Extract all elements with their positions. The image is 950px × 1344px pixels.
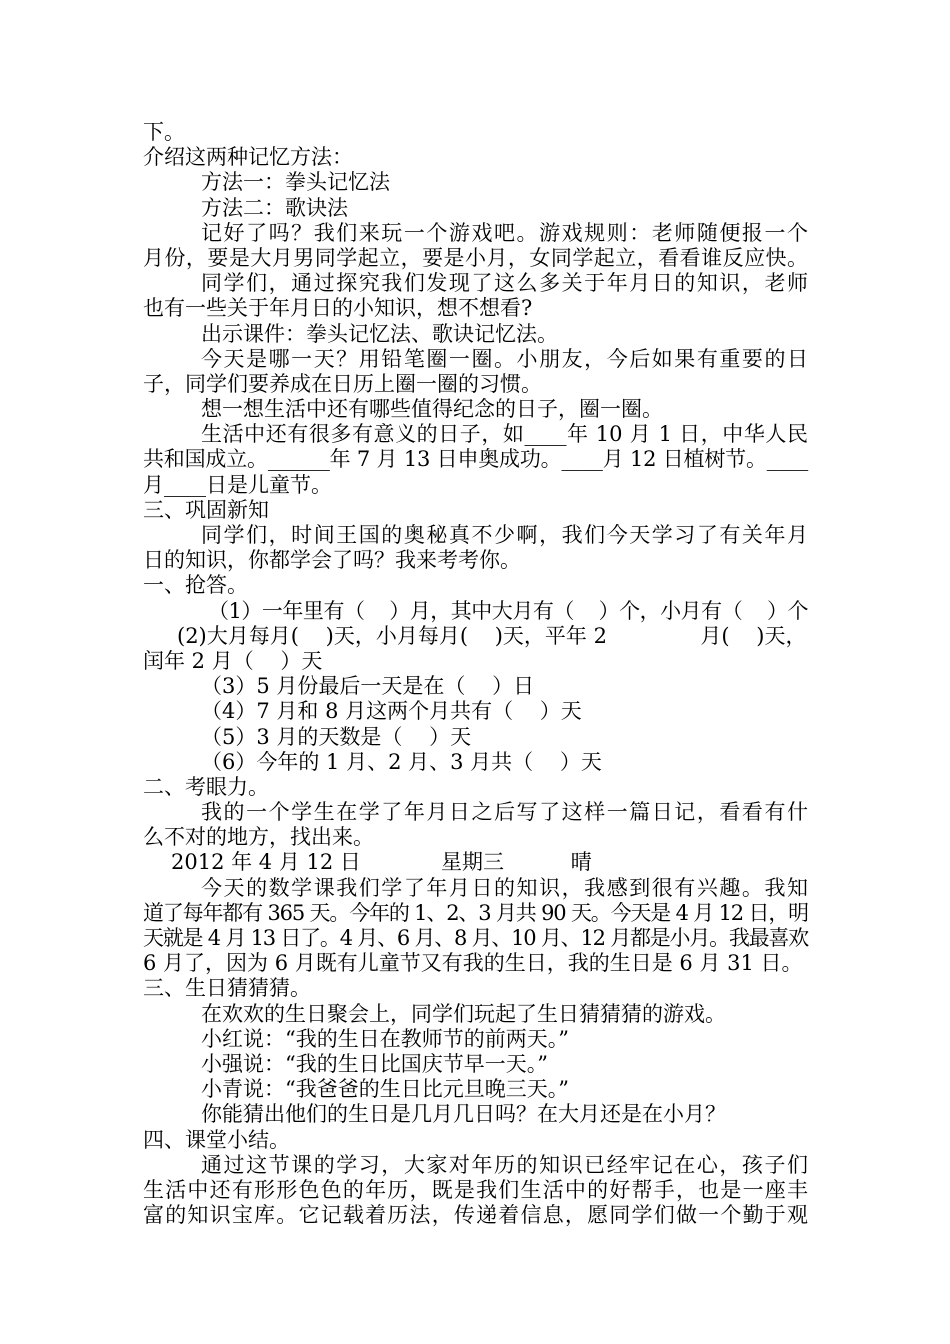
section-heading: 三、生日猜猜猜。: [143, 976, 311, 1001]
question-line: 闰年 2 月（ ）天: [143, 648, 323, 673]
text-line: 小红说：“我的生日在教师节的前两天。”: [201, 1026, 569, 1051]
question-line: （3）5 月份最后一天是在（ ）日: [201, 674, 535, 699]
text-line: 月____日是儿童节。: [143, 472, 332, 497]
question-line: （1）一年里有（ ）月，其中大月有（ ）个，小月有（ ）个: [208, 598, 808, 623]
text-line: 生活中还有很多有意义的日子，如____年 10 月 1 日，中华人民: [201, 422, 808, 447]
text-line: 小强说：“我的生日比国庆节早一天。”: [201, 1051, 548, 1076]
question-line: （6）今年的 1 月、2 月、3 月共（ ）天: [201, 749, 602, 774]
text-line: 富的知识宝库。它记载着历法，传递着信息，愿同学们做一个勤于观: [143, 1203, 808, 1228]
question-line: （4）7 月和 8 月这两个月共有（ ）天: [201, 699, 582, 724]
text-line: 同学们，时间王国的奥秘真不少啊，我们今天学习了有关年月: [201, 523, 808, 547]
text-line: 想一想生活中还有哪些值得纪念的日子，圈一圈。: [201, 397, 663, 422]
text-line: 小青说：“我爸爸的生日比元旦晚三天。”: [201, 1077, 569, 1102]
text-line: 在欢欢的生日聚会上，同学们玩起了生日猜猜猜的游戏。: [201, 1001, 726, 1026]
section-heading: 四、课堂小结。: [143, 1127, 290, 1152]
text-line: 你能猜出他们的生日是几月几日吗？在大月还是在小月？: [201, 1102, 726, 1127]
text-line: 出示课件：拳头记忆法、歌诀记忆法。: [201, 321, 558, 346]
text-line: 我的一个学生在学了年月日之后写了这样一篇日记，看看有什: [201, 800, 808, 825]
text-line: 道了每年都有 365 天。今年的 1、2、3 月共 90 天。今天是 4 月 12 日，明: [143, 900, 808, 925]
text-line: 月份，要是大月男同学起立，要是小月，女同学起立，看看谁反应快。: [143, 245, 808, 270]
text-line: 记好了吗？我们来玩一个游戏吧。游戏规则：老师随便报一个: [201, 220, 808, 245]
text-line: 共和国成立。______年 7 月 13 日申奥成功。____月 12 日植树节。____: [143, 447, 808, 472]
question-line: (2)大月每月( )天，小月每月( )天，平年 2 月( )天，: [177, 623, 807, 648]
text-line: 6 月了，因为 6 月既有儿童节又有我的生日，我的生日是 6 月 31 日。: [143, 951, 803, 976]
section-heading: 三、巩固新知: [143, 497, 269, 522]
text-line: 下。: [143, 120, 185, 144]
text-line: 方法一：拳头记忆法: [201, 170, 390, 195]
text-line: 方法二：歌诀法: [201, 195, 348, 220]
text-line: 子，同学们要养成在日历上圈一圈的习惯。: [143, 371, 542, 396]
text-line: 今天的数学课我们学了年月日的知识，我感到很有兴趣。我知: [201, 875, 808, 900]
text-line: 日的知识，你都学会了吗？我来考考你。: [143, 548, 521, 573]
question-line: （5）3 月的天数是（ ）天: [201, 724, 472, 749]
text-line: 通过这节课的学习，大家对年历的知识已经牢记在心，孩子们: [201, 1152, 808, 1177]
text-line: 今天是哪一天？用铅笔圈一圈。小朋友，今后如果有重要的日: [201, 346, 808, 371]
diary-date-line: 2012 年 4 月 12 日 星期三 晴: [171, 850, 592, 875]
text-line: 介绍这两种记忆方法：: [143, 145, 353, 170]
text-line: 天就是 4 月 13 日了。4 月、6 月、8 月、10 月、12 月都是小月。我最喜欢: [143, 926, 808, 950]
section-heading: 二、考眼力。: [143, 774, 269, 799]
text-line: 同学们，通过探究我们发现了这么多关于年月日的知识，老师: [201, 271, 808, 296]
text-line: 生活中还有形形色色的年历，既是我们生活中的好帮手，也是一座丰: [143, 1177, 808, 1202]
text-line: 么不对的地方，找出来。: [143, 825, 374, 850]
document-body: [143, 120, 808, 1228]
text-line: 也有一些关于年月日的小知识，想不想看?: [143, 296, 533, 321]
section-heading: 一、抢答。: [143, 573, 248, 598]
